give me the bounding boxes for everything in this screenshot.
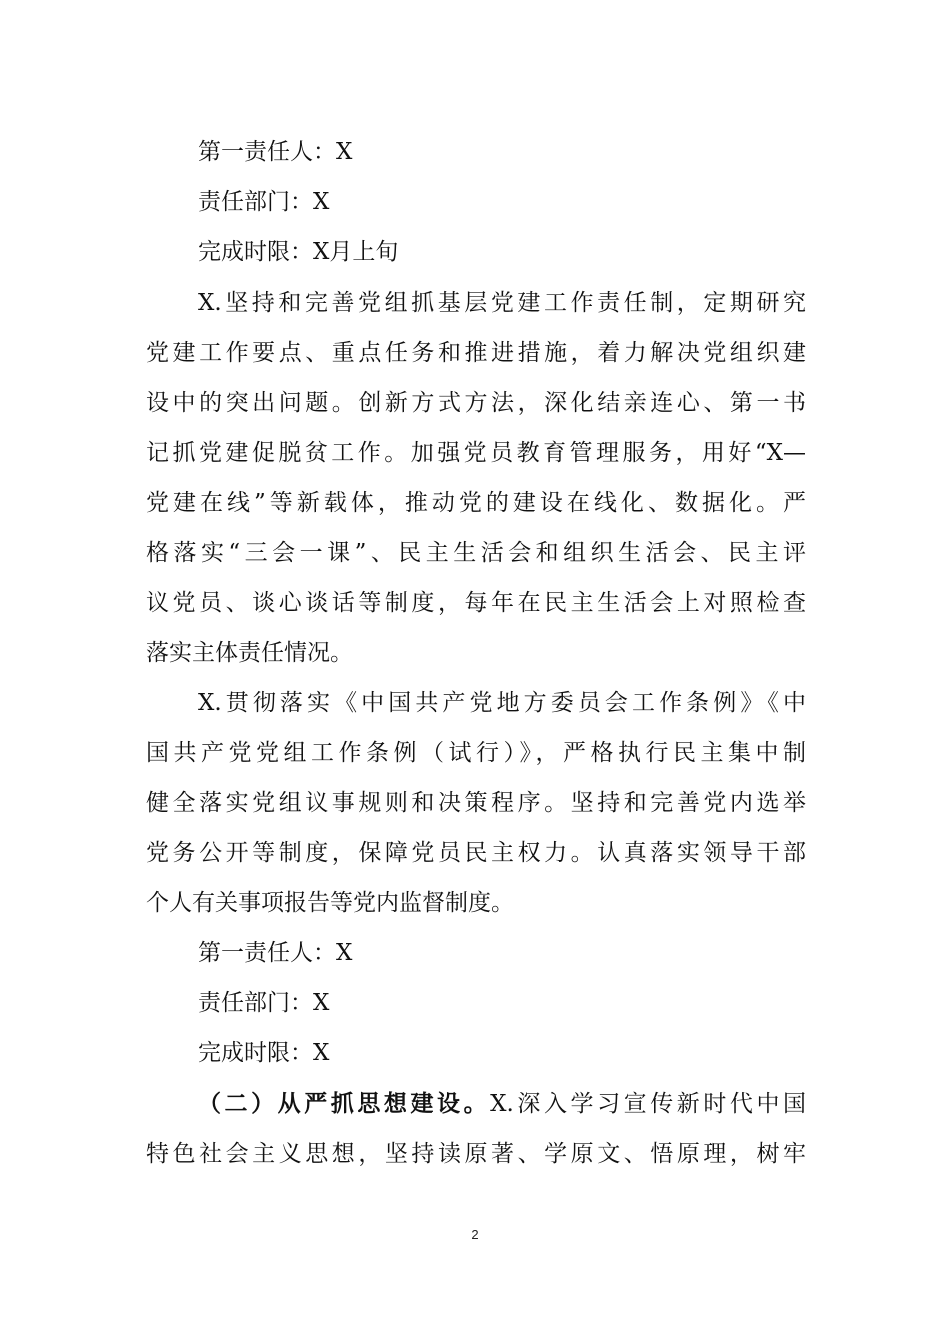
paragraph-line: 格落实“三会一课”、民主生活会和组织生活会、民主评 xyxy=(146,540,806,566)
paragraph-line: 党务公开等制度，保障党员民主权力。认真落实领导干部 xyxy=(146,840,806,866)
responsible-department-1: 责任部门：X xyxy=(198,189,330,215)
paragraph-line: 党建工作要点、重点任务和推进措施，着力解决党组织建 xyxy=(146,340,806,366)
first-responsible-person-2: 第一责任人：X xyxy=(198,940,353,966)
paragraph-line: 议党员、谈心谈话等制度，每年在民主生活会上对照检查 xyxy=(146,590,806,616)
paragraph-line: X.贯彻落实《中国共产党地方委员会工作条例》《中 xyxy=(198,690,806,716)
responsible-department-2: 责任部门：X xyxy=(198,990,330,1016)
page-number: 2 xyxy=(471,1227,479,1242)
paragraph-line: 国共产党党组工作条例（试行）》，严格执行民主集中制 xyxy=(146,740,806,766)
section-heading-text: X.深入学习宣传新时代中国 xyxy=(490,1091,806,1117)
paragraph-line: 健全落实党组议事规则和决策程序。坚持和完善党内选举 xyxy=(146,790,806,816)
paragraph-line: 特色社会主义思想，坚持读原著、学原文、悟原理，树牢 xyxy=(146,1141,806,1167)
paragraph-line: 党建在线”等新载体，推动党的建设在线化、数据化。严 xyxy=(146,490,806,516)
paragraph-line: 设中的突出问题。创新方式方法，深化结亲连心、第一书 xyxy=(146,390,806,416)
paragraph-line: X.坚持和完善党组抓基层党建工作责任制，定期研究 xyxy=(198,290,806,316)
paragraph-line: 记抓党建促脱贫工作。加强党员教育管理服务，用好“X— xyxy=(146,440,806,466)
paragraph-line: 落实主体责任情况。 xyxy=(146,640,353,666)
paragraph-line: 个人有关事项报告等党内监督制度。 xyxy=(146,890,514,916)
section-heading: （二）从严抓思想建设。 xyxy=(198,1090,491,1117)
section-heading-line xyxy=(198,1084,806,1124)
completion-deadline-1: 完成时限：X月上旬 xyxy=(198,239,399,265)
first-responsible-person-1: 第一责任人：X xyxy=(198,139,353,165)
completion-deadline-2: 完成时限：X xyxy=(198,1040,330,1066)
